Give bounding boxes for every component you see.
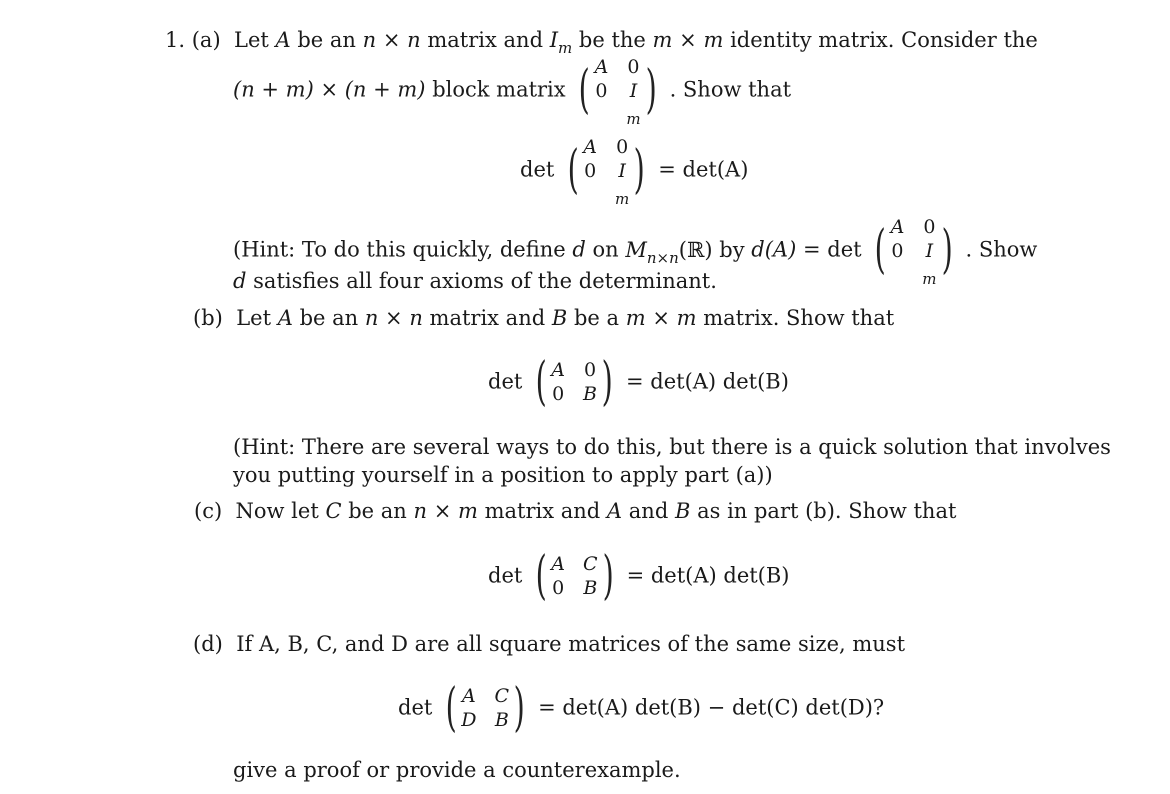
- matrix-entry: A: [890, 216, 905, 238]
- matrix-entry: I: [629, 80, 638, 102]
- text: If A, B, C, and D are all square matrices of the same size, must: [236, 632, 906, 656]
- left-paren-icon: (: [567, 140, 579, 200]
- text: be the: [578, 28, 646, 52]
- det-operator: det: [488, 563, 523, 588]
- part-b-line: [193, 308, 894, 329]
- matrix-entry: 0: [923, 216, 936, 238]
- dimension-expr: n × n: [364, 306, 423, 330]
- hint-b-line-1: (Hint: There are several ways to do this, but there is a quick solution that involves: [233, 435, 1111, 459]
- matrix-entry: D: [461, 709, 477, 731]
- left-paren-icon: (: [874, 220, 886, 280]
- det-operator: det: [520, 157, 555, 182]
- text: be an: [348, 499, 407, 523]
- block-matrix-b: [531, 352, 617, 412]
- matrix-entry: I: [925, 240, 934, 262]
- equation-a: [520, 136, 749, 208]
- left-paren-icon: (: [535, 546, 547, 606]
- part-d-label: (d): [193, 632, 223, 656]
- var: d: [233, 269, 247, 293]
- text: be a: [573, 306, 620, 330]
- dimension-expr: (n + m) × (n + m): [233, 77, 426, 102]
- matrix-entry: B: [494, 709, 509, 731]
- var: A: [277, 306, 293, 330]
- right-paren-icon: ): [941, 220, 953, 280]
- matrix-entry: I: [618, 160, 626, 182]
- right-paren-icon: ): [645, 60, 657, 120]
- right-paren-icon: ): [633, 140, 645, 200]
- matrix-entry: 0: [595, 80, 608, 102]
- left-paren-icon: (: [578, 60, 591, 120]
- text: matrix. Show that: [703, 306, 895, 330]
- matrix-entry: C: [494, 685, 510, 707]
- matrix-entry: A: [594, 56, 609, 78]
- problem-line-1: [165, 28, 1038, 57]
- equation-b: [488, 352, 789, 412]
- right-paren-icon: ): [602, 546, 614, 606]
- text: identity matrix. Consider the: [730, 28, 1038, 52]
- matrix-entry: C: [583, 553, 598, 575]
- block-matrix-d: [441, 678, 529, 738]
- left-paren-icon: (: [535, 352, 547, 412]
- text: and: [628, 499, 669, 523]
- hint-b-line-2: you putting yourself in a position to apply part (a)): [233, 463, 773, 487]
- var: B: [674, 499, 691, 523]
- subscript: m: [558, 39, 573, 57]
- text: (Hint: To do this quickly, define: [233, 237, 566, 262]
- times-symbol: ×: [382, 28, 401, 52]
- matrix-entry: A: [583, 136, 598, 158]
- times-symbol: ×: [679, 28, 697, 52]
- part-c-line: [194, 501, 956, 522]
- text: . Show: [965, 237, 1038, 262]
- var: n: [407, 28, 421, 52]
- subscript: m: [626, 110, 641, 128]
- var: A: [606, 499, 623, 523]
- matrix-entry: 0: [627, 56, 640, 78]
- block-matrix-a: [574, 56, 661, 128]
- text: as in part (b). Show that: [697, 499, 957, 523]
- equation-rhs: = det(A) det(B) − det(C) det(D)?: [538, 695, 885, 720]
- problem-number: 1.: [165, 28, 186, 52]
- matrix-entry: 0: [616, 136, 629, 158]
- equation-c: [488, 546, 790, 606]
- text: block matrix: [432, 77, 566, 102]
- matrix-entry: A: [462, 685, 476, 707]
- var: m: [652, 28, 673, 52]
- text: matrix and: [429, 306, 546, 330]
- dimension-expr: n × m: [413, 499, 478, 523]
- block-matrix-a: [870, 216, 957, 288]
- det-operator: det: [488, 369, 523, 394]
- matrix-entry: 0: [891, 240, 904, 262]
- var: B: [551, 306, 568, 330]
- dimension-expr: m × m: [625, 306, 697, 330]
- matrix-entry: A: [551, 553, 566, 575]
- right-paren-icon: ): [513, 678, 525, 738]
- matrix-entry: A: [551, 359, 566, 381]
- text: matrix and: [484, 499, 601, 523]
- equation-rhs: = det(A): [658, 157, 749, 182]
- text: on: [592, 237, 619, 262]
- equation-d: [398, 678, 885, 738]
- var: n: [362, 28, 377, 52]
- var: M: [625, 237, 647, 262]
- part-d-line: [193, 634, 905, 655]
- hint-a-line-2: [233, 271, 717, 292]
- left-paren-icon: (: [445, 678, 457, 738]
- text: Let: [236, 306, 272, 330]
- text: be an: [297, 28, 356, 52]
- block-matrix-a: [563, 136, 650, 208]
- text: . Show that: [669, 77, 792, 102]
- text: (ℝ) by: [678, 237, 745, 262]
- var: d(A): [751, 237, 797, 262]
- matrix-entry: 0: [552, 383, 565, 405]
- matrix-entry: B: [583, 383, 597, 405]
- right-paren-icon: ): [601, 352, 613, 412]
- var: m: [703, 28, 724, 52]
- text: satisfies all four axioms of the determinant.: [253, 269, 717, 293]
- text: matrix and: [427, 28, 544, 52]
- matrix-entry: B: [583, 577, 598, 599]
- det-operator: det: [827, 237, 862, 262]
- var: C: [325, 499, 342, 523]
- subscript: n×n: [646, 248, 679, 267]
- text: Let: [234, 28, 269, 52]
- det-operator: det: [398, 695, 433, 720]
- var: d: [572, 237, 586, 262]
- block-matrix-c: [531, 546, 618, 606]
- text: Now let: [235, 499, 319, 523]
- part-a-label: (a): [191, 28, 221, 52]
- closing-line: give a proof or provide a counterexample.: [233, 758, 681, 782]
- text: =: [802, 237, 821, 262]
- equation-rhs: = det(A) det(B): [626, 563, 790, 588]
- var: I: [549, 28, 558, 52]
- subscript: m: [922, 270, 937, 288]
- part-c-label: (c): [194, 499, 223, 523]
- matrix-entry: 0: [552, 577, 565, 599]
- matrix-entry: 0: [583, 359, 597, 381]
- text: be an: [299, 306, 359, 330]
- matrix-entry: 0: [584, 160, 597, 182]
- problem-line-2: [233, 56, 792, 128]
- var: A: [275, 28, 291, 52]
- equation-rhs: = det(A) det(B): [625, 369, 789, 394]
- subscript: m: [615, 190, 630, 208]
- part-b-label: (b): [193, 306, 223, 330]
